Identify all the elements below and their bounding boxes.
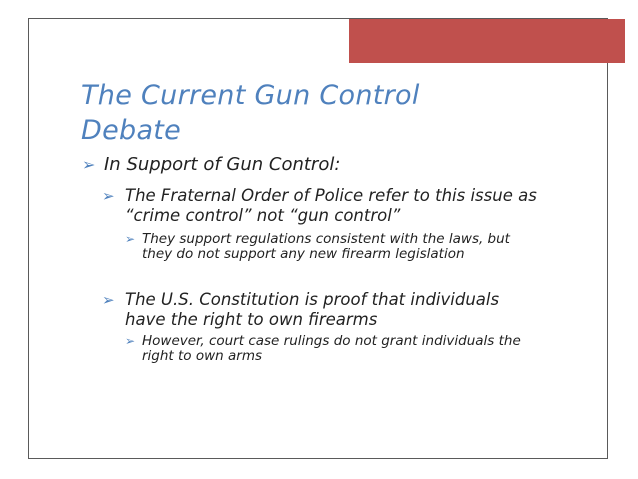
bullet-level3 (125, 334, 525, 364)
slide-title: The Current Gun Control Debate (81, 80, 420, 146)
arrow-bullet-icon: ➢ (102, 187, 115, 205)
bullet-level2 (102, 290, 542, 330)
arrow-bullet-icon: ➢ (125, 232, 136, 246)
bullet-text: They support regulations consistent with the laws, but they do not support any new firearm legislation (142, 231, 510, 262)
bullet-text: The Fraternal Order of Police refer to this issue as “crime control” not “gun control” (125, 186, 537, 225)
bullet-level3 (125, 232, 525, 262)
arrow-bullet-icon: ➢ (125, 334, 136, 348)
bullet-level1 (82, 154, 562, 176)
arrow-bullet-icon: ➢ (102, 291, 115, 309)
arrow-bullet-icon: ➢ (82, 155, 96, 174)
bullet-level2 (102, 186, 542, 226)
accent-bar (349, 19, 625, 63)
bullet-text: In Support of Gun Control: (104, 154, 341, 175)
bullet-text: The U.S. Constitution is proof that individuals have the right to own firearms (125, 290, 500, 329)
bullet-text: However, court case rulings do not grant individuals the right to own arms (142, 333, 521, 364)
